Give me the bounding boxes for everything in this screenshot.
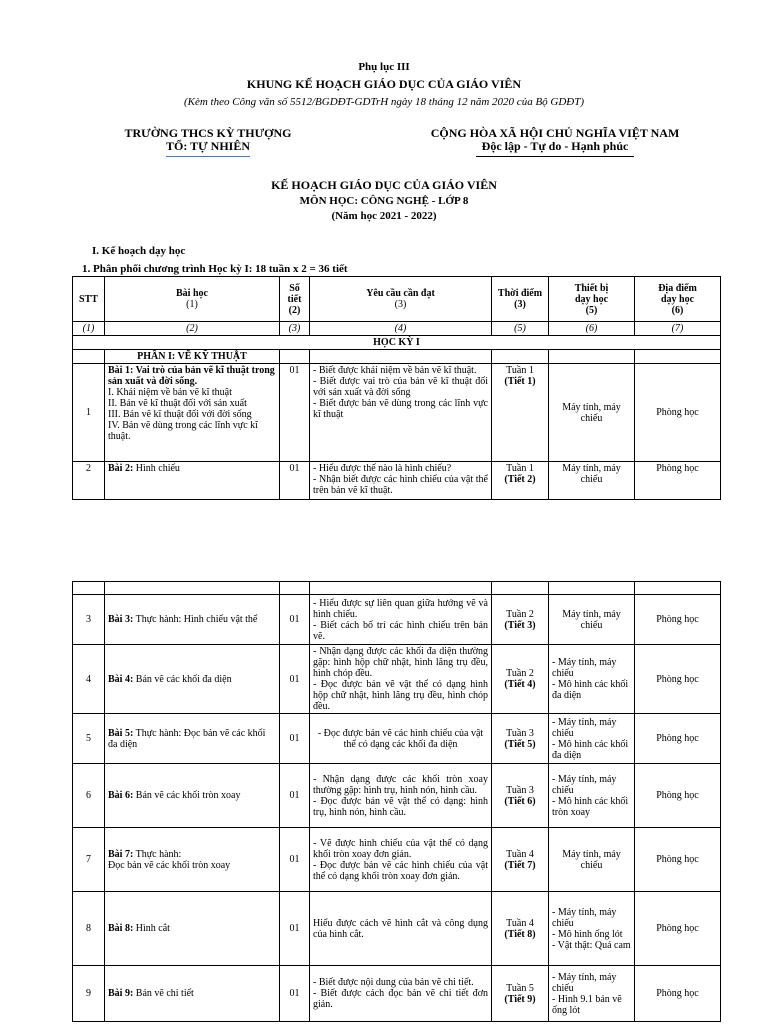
attached-note: (Kèm theo Công văn số 5512/BGDĐT-GDTrH ngày 18 tháng 12 năm 2020 của Bộ GDĐT) [183, 96, 585, 108]
lesson-number: Bài 4: [108, 673, 134, 685]
nation-name: CỘNG HÒA XÃ HỘI CHỦ NGHĨA VIỆT NAM [430, 126, 680, 140]
requirement-item: - Đọc được bản vẽ vật thể có dạng hình hộp chữ nhật, hình lăng trụ đều, hình chóp đều. [313, 679, 488, 712]
school-block [118, 127, 298, 157]
lesson-subitem: I. Khái niệm về bản vẽ kĩ thuật [108, 387, 232, 398]
table-row [73, 714, 721, 764]
week-label: Tuần 4 [506, 848, 534, 860]
empty-cell [549, 582, 635, 595]
index-cell: (1) [73, 322, 105, 336]
row-stt: 9 [73, 966, 105, 1022]
period-label: (Tiết 9) [504, 993, 536, 1005]
lesson-cell [105, 645, 280, 714]
period-label: (Tiết 7) [504, 859, 536, 871]
requirement-item: - Vẽ được hình chiếu của vật thể có dạng khối tròn xoay đơn giản. [313, 837, 488, 860]
lesson-number: Bài 3: [108, 614, 134, 625]
device-cell [549, 892, 635, 966]
time-cell [492, 364, 549, 462]
time-cell [492, 595, 549, 645]
device-item: - Vật thật: Quả cam [552, 939, 631, 951]
device-item: - Máy tính, máy chiếu [552, 971, 617, 994]
place-cell: Phòng học [635, 764, 721, 828]
department-name: TỔ: TỰ NHIÊN [166, 140, 250, 157]
table-row [73, 764, 721, 828]
requirements-cell [310, 892, 492, 966]
week-label: Tuần 1 [506, 365, 534, 376]
device-cell: Máy tính, máy chiếu [549, 462, 635, 500]
requirement-item: - Nhận dạng được các khối tròn xoay thường gặp: hình trụ, hình nón, hình cầu. [313, 773, 488, 796]
lesson-number: Bài 6: [108, 790, 134, 801]
period-label: (Tiết 2) [504, 474, 536, 485]
table-row [73, 645, 721, 714]
device-item: - Mô hình các khối tròn xoay [552, 795, 629, 818]
lesson-name: Thực hành: Đọc bản vẽ các khối đa diện [108, 727, 266, 750]
periods-cell: 01 [280, 828, 310, 892]
empty-cell [280, 582, 310, 595]
header-place-l1: Địa điểm [658, 282, 697, 294]
lesson-number: Bài 5: [108, 727, 134, 739]
index-cell: (2) [105, 322, 280, 336]
lesson-number: Bài 8: [108, 923, 134, 934]
lesson-cell [105, 892, 280, 966]
header-requirements [310, 277, 492, 322]
requirement-item: - Biết cách bố trí các hình chiếu trên bản vẽ. [313, 619, 488, 642]
requirement-item: - Nhận dạng được các khối đa diện thường gặp: hình hộp chữ nhật, hình lăng trụ đều, hình chóp đều. [313, 646, 488, 679]
period-label: (Tiết 8) [504, 928, 536, 940]
time-cell [492, 966, 549, 1022]
table-row [73, 892, 721, 966]
device-item: - Máy tính, máy chiếu [552, 773, 617, 796]
periods-cell: 01 [280, 595, 310, 645]
index-row [73, 322, 721, 336]
device-item: - Hình 9.1 bản vẽ ống lót [552, 993, 622, 1016]
week-label: Tuần 1 [506, 463, 534, 474]
nation-block [410, 127, 700, 157]
week-label: Tuần 4 [506, 917, 534, 929]
school-year: (Năm học 2021 - 2022) [331, 210, 437, 222]
lesson-name: Hình chiếu [133, 463, 180, 474]
requirement-item: - Nhận biết được các hình chiếu của vật thể trên bản vẽ kĩ thuật. [313, 474, 488, 496]
lesson-cell [105, 462, 280, 500]
requirement-item: - Hiểu được thế nào là hình chiếu? [313, 463, 452, 474]
requirement-item: - Đọc được bản vẽ các hình chiếu của vật thể có dạng các khối đa diện [317, 727, 484, 750]
lesson-subitem: III. Bản vẽ kĩ thuật đối với đời sống [108, 409, 252, 420]
week-label: Tuần 3 [506, 727, 534, 739]
teaching-plan-table-part2 [72, 581, 721, 1022]
header-time-label: Thời điểm [497, 288, 543, 299]
periods-cell: 01 [280, 645, 310, 714]
table-row [73, 462, 721, 500]
header-periods [280, 277, 310, 322]
school-name: TRƯỜNG THCS KỲ THƯỢNG [124, 126, 292, 140]
device-item: - Máy tính, máy chiếu [552, 716, 617, 739]
lesson-name: Thực hành: [133, 848, 182, 860]
periods-cell: 01 [280, 764, 310, 828]
row-stt: 6 [73, 764, 105, 828]
period-label: (Tiết 1) [504, 376, 536, 387]
row-stt: 2 [73, 462, 105, 500]
device-item: - Máy tính, máy chiếu [552, 657, 617, 679]
place-cell: Phòng học [635, 892, 721, 966]
empty-cell [549, 350, 635, 364]
empty-cell [492, 582, 549, 595]
header-stt: STT [73, 277, 105, 322]
place-cell: Phòng học [635, 966, 721, 1022]
periods-cell: 01 [280, 462, 310, 500]
table-row [73, 364, 721, 462]
empty-cell [73, 582, 105, 595]
device-item: - Mô hình ống lót [552, 928, 623, 940]
week-label: Tuần 5 [506, 982, 534, 994]
lesson-name: Thực hành: Hình chiếu vật thể [133, 614, 258, 625]
time-cell [492, 645, 549, 714]
device-item: Máy tính, máy chiếu [562, 608, 621, 631]
subject-title: MÔN HỌC: CÔNG NGHỆ - LỚP 8 [299, 195, 469, 207]
empty-cell [310, 350, 492, 364]
period-label: (Tiết 4) [504, 679, 536, 690]
requirement-item: - Biết được khái niệm về bản vẽ kĩ thuật. [313, 365, 477, 376]
header-time-num: (3) [514, 299, 526, 310]
lesson-cell [105, 966, 280, 1022]
periods-cell: 01 [280, 966, 310, 1022]
requirements-cell [310, 966, 492, 1022]
lesson-name: Bản vẽ các khối tròn xoay [133, 790, 241, 801]
framework-title: KHUNG KẾ HOẠCH GIÁO DỤC CỦA GIÁO VIÊN [246, 77, 522, 91]
teaching-plan-table-part1 [72, 276, 721, 500]
requirements-cell [310, 595, 492, 645]
time-cell [492, 892, 549, 966]
device-cell [549, 764, 635, 828]
row-stt: 7 [73, 828, 105, 892]
plan-title: KẾ HOẠCH GIÁO DỤC CỦA GIÁO VIÊN [271, 178, 497, 192]
requirement-item: - Hiểu được sự liên quan giữa hướng vẽ và hình chiếu. [313, 597, 488, 620]
device-cell [549, 645, 635, 714]
time-cell [492, 462, 549, 500]
table-row [73, 966, 721, 1022]
header-place-num: (6) [671, 304, 684, 316]
table-row [73, 828, 721, 892]
empty-cell [492, 350, 549, 364]
part-row [73, 350, 721, 364]
requirement-item: - Đọc được bản vẽ các hình chiếu của vật thể có dạng khối tròn xoay đơn giản. [313, 859, 488, 882]
header-periods-l2: tiết [287, 293, 302, 305]
lesson-subitem: II. Bản vẽ kĩ thuật đối với sản xuất [108, 398, 247, 409]
header-place [635, 277, 721, 322]
device-cell [549, 828, 635, 892]
row-stt: 8 [73, 892, 105, 966]
semester-row [73, 336, 721, 350]
row-stt: 5 [73, 714, 105, 764]
header-requirements-label: Yêu cầu cần đạt [366, 288, 435, 299]
part-label: PHẦN I: VẼ KỸ THUẬT [105, 350, 280, 364]
header-place-l2: dạy học [660, 293, 695, 305]
lesson-cell [105, 764, 280, 828]
row-stt: 3 [73, 595, 105, 645]
table-row [73, 595, 721, 645]
device-cell [549, 595, 635, 645]
requirements-cell [310, 462, 492, 500]
appendix-label: Phụ lục III [358, 61, 410, 73]
requirement-item: - Biết được cách đọc bản vẽ chi tiết đơn giản. [313, 988, 488, 1010]
lesson-name: Bản vẽ các khối đa diện [133, 673, 232, 685]
period-label: (Tiết 6) [504, 795, 536, 807]
lesson-cell [105, 364, 280, 462]
header-device [549, 277, 635, 322]
empty-cell [105, 582, 280, 595]
empty-cell [635, 582, 721, 595]
device-cell: Máy tính, máy chiếu [549, 364, 635, 462]
device-item: - Mô hình các khối đa diện [552, 679, 629, 701]
device-item: - Máy tính, máy chiếu [552, 906, 617, 929]
requirement-item: Hiểu được cách vẽ hình cắt và công dụng của hình cắt. [313, 917, 488, 940]
lesson-subitem: IV. Bản vẽ dùng trong các lĩnh vực kĩ thuật. [108, 420, 258, 442]
section-heading: I. Kế hoạch dạy học [92, 245, 186, 257]
row-stt: 4 [73, 645, 105, 714]
device-cell [549, 966, 635, 1022]
header-time [492, 277, 549, 322]
place-cell: Phòng học [635, 595, 721, 645]
header-periods-num: (2) [288, 304, 301, 316]
periods-cell: 01 [280, 714, 310, 764]
device-item: - Mô hình các khối đa diện [552, 738, 629, 761]
section-subheading: 1. Phân phối chương trình Học kỳ I: 18 tuần x 2 = 36 tiết [82, 263, 348, 275]
lesson-cell [105, 595, 280, 645]
header-device-num: (5) [585, 304, 598, 316]
empty-cell [73, 350, 105, 364]
index-cell: (4) [310, 322, 492, 336]
place-cell: Phòng học [635, 364, 721, 462]
periods-cell: 01 [280, 892, 310, 966]
index-cell: (5) [492, 322, 549, 336]
week-label: Tuần 2 [506, 608, 534, 620]
header-lesson-num: (1) [186, 299, 198, 310]
requirements-cell [310, 645, 492, 714]
time-cell [492, 764, 549, 828]
requirement-item: - Biết được bản vẽ dùng trong các lĩnh vực kĩ thuật [313, 398, 488, 420]
empty-cell [635, 350, 721, 364]
index-cell: (3) [280, 322, 310, 336]
index-cell: (7) [635, 322, 721, 336]
empty-cell [280, 350, 310, 364]
requirement-item: - Biết được nội dung của bản vẽ chi tiết. [313, 977, 474, 988]
index-cell: (6) [549, 322, 635, 336]
lesson-name: Hình cắt [133, 923, 170, 934]
header-lesson [105, 277, 280, 322]
requirements-cell [310, 828, 492, 892]
lesson-number: Bài 9: [108, 988, 134, 999]
place-cell: Phòng học [635, 645, 721, 714]
requirement-item: - Đọc được bản vẽ vật thể có dạng: hình trụ, hình nón, hình cầu. [313, 795, 488, 818]
requirements-cell [310, 364, 492, 462]
header-device-l2: dạy học [574, 293, 609, 305]
lesson-number: Bài 2: [108, 463, 134, 474]
table-header-row [73, 277, 721, 322]
semester-label: HỌC KỲ I [73, 336, 721, 350]
place-cell: Phòng học [635, 462, 721, 500]
row-stt: 1 [73, 364, 105, 462]
lesson-cell [105, 714, 280, 764]
requirements-cell [310, 714, 492, 764]
place-cell: Phòng học [635, 828, 721, 892]
empty-cell [310, 582, 492, 595]
header-requirements-num: (3) [394, 299, 407, 310]
lesson-number: Bài 7: [108, 848, 134, 860]
table-spacer-row [73, 582, 721, 595]
requirements-cell [310, 764, 492, 828]
place-cell: Phòng học [635, 714, 721, 764]
header-lesson-label: Bài học [176, 288, 208, 299]
period-label: (Tiết 3) [504, 619, 536, 631]
header-periods-l1: Số [289, 282, 300, 294]
national-motto: Độc lập - Tự do - Hạnh phúc [476, 140, 635, 157]
device-cell [549, 714, 635, 764]
lesson-title: Bài 1: Vai trò của bản vẽ kĩ thuật trong sản xuất và đời sống. [108, 365, 275, 387]
lesson-name: Bản vẽ chi tiết [133, 988, 194, 999]
requirement-item: - Biết được vai trò của bản vẽ kĩ thuật đối với sản xuất và đời sống [313, 376, 488, 398]
lesson-cell [105, 828, 280, 892]
week-label: Tuần 3 [506, 784, 534, 796]
lesson-name-line2: Đọc bản vẽ các khối tròn xoay [108, 859, 231, 871]
time-cell [492, 828, 549, 892]
time-cell [492, 714, 549, 764]
header-device-l1: Thiết bị [574, 282, 609, 294]
periods-cell: 01 [280, 364, 310, 462]
week-label: Tuần 2 [506, 668, 534, 679]
period-label: (Tiết 5) [504, 738, 536, 750]
device-item: Máy tính, máy chiếu [562, 848, 621, 871]
